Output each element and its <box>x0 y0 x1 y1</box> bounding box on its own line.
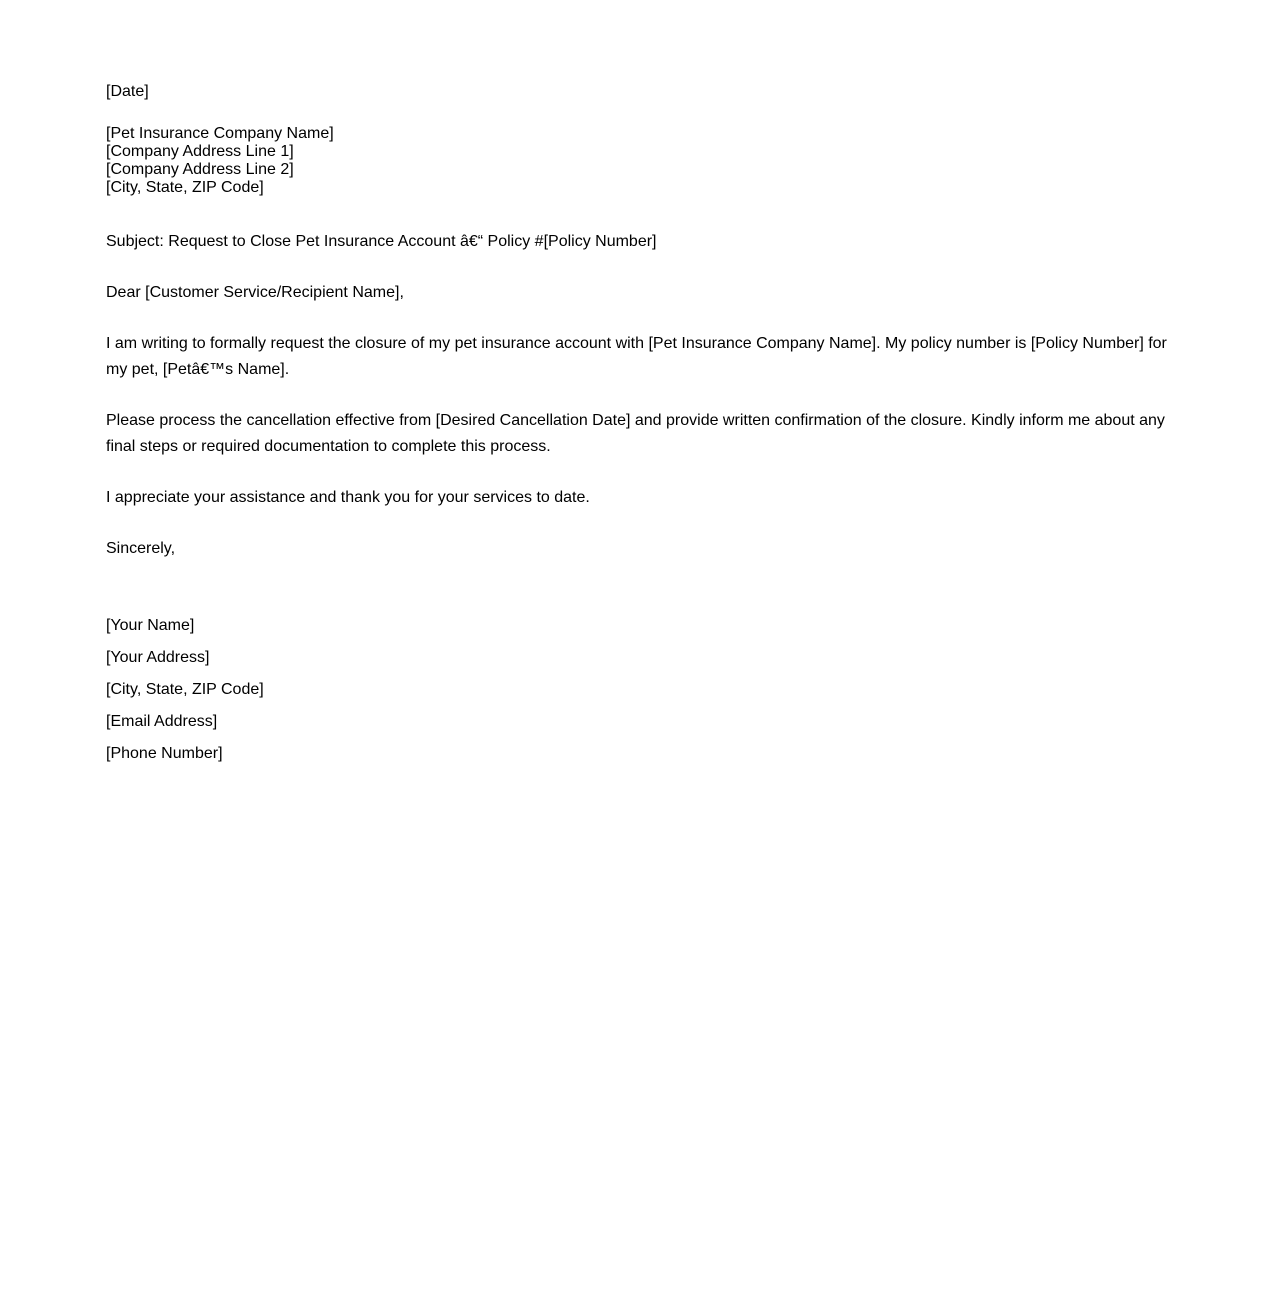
recipient-company: [Pet Insurance Company Name] <box>106 125 334 142</box>
closing: Sincerely, <box>106 540 176 557</box>
signature-phone: [Phone Number] <box>106 745 223 762</box>
salutation: Dear [Customer Service/Recipient Name], <box>106 284 404 301</box>
recipient-address-line-1: [Company Address Line 1] <box>106 143 294 160</box>
subject-line: Subject: Request to Close Pet Insurance Account â€“ Policy #[Policy Number] <box>106 233 657 250</box>
signature-name: [Your Name] <box>106 617 195 634</box>
date-line: [Date] <box>106 83 149 100</box>
body-paragraph-3: I appreciate your assistance and thank you for your services to date. <box>106 489 590 506</box>
signature-address: [Your Address] <box>106 649 210 666</box>
signature-city-state-zip: [City, State, ZIP Code] <box>106 681 264 698</box>
recipient-address-line-2: [Company Address Line 2] <box>106 161 294 178</box>
signature-email: [Email Address] <box>106 713 218 730</box>
recipient-city-state-zip: [City, State, ZIP Code] <box>106 179 264 196</box>
body-paragraph-2: Please process the cancellation effective from [Desired Cancellation Date] and provide written confirmation of the closure. Kindly inform me about any final steps or required documentation to complete this process. <box>106 412 1165 455</box>
body-paragraph-1: I am writing to formally request the closure of my pet insurance account with [Pet Insurance Company Name]. My policy number is [Policy Number] for my pet, [Petâ€™s Name]. <box>106 335 1167 378</box>
